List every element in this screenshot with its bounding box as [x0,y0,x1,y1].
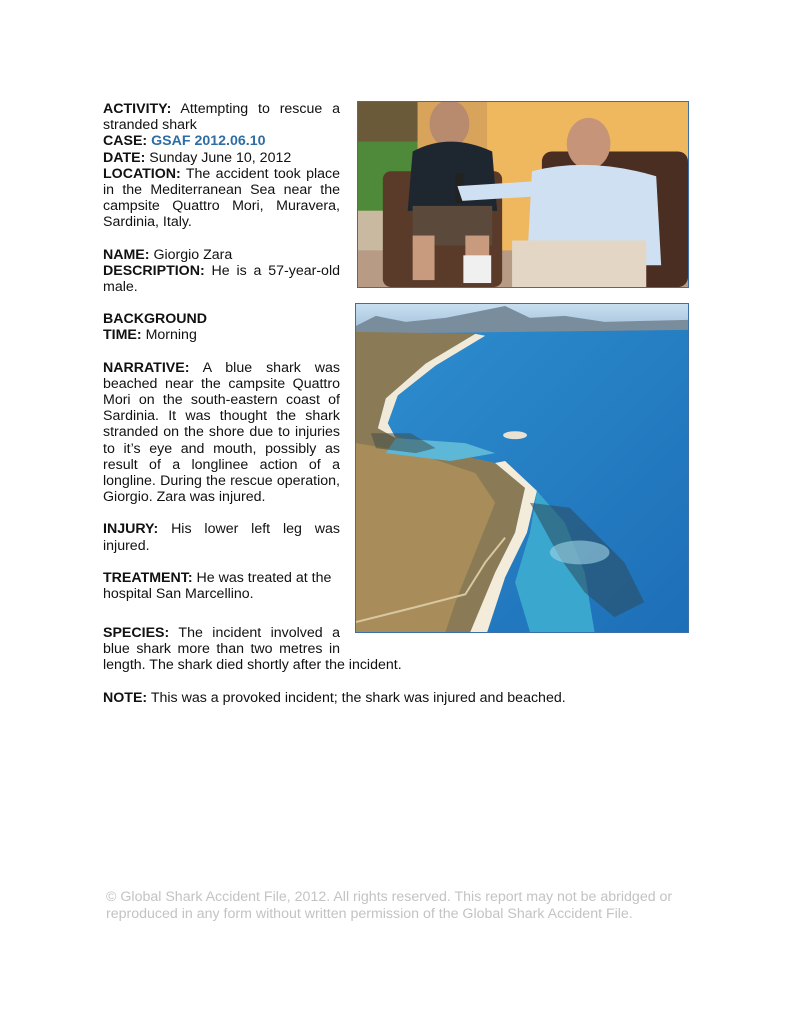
time-value: Morning [145,327,197,344]
interview-photo-drawing [358,102,688,287]
header-fields [103,101,340,231]
activity-field [103,101,340,133]
description-label: DESCRIPTION: [103,262,205,279]
date-field [103,150,291,166]
case-details-column [103,101,340,618]
aerial-coast-drawing [356,304,688,632]
location-field [103,166,340,231]
copyright-footer [106,889,696,922]
location-label: LOCATION: [103,165,181,182]
background-heading: BACKGROUND [103,311,208,328]
treatment-paragraph [103,570,340,602]
narrative-paragraph [103,360,340,506]
name-label: NAME: [103,246,150,263]
time-label: TIME: [103,327,142,344]
injury-paragraph [103,521,340,553]
case-number-link[interactable]: GSAF 2012.06.10 [151,133,266,150]
injury-value: His lower left leg was injured. [103,521,340,554]
activity-value: Attempting to rescue a stranded shark [103,101,340,134]
date-label: DATE: [103,149,146,166]
note-value: This was a provoked incident; the shark was injured and beached. [150,690,566,706]
activity-label: ACTIVITY: [103,101,172,117]
case-label: CASE: [103,133,148,150]
species-line-3: length. The shark died shortly after the incident. [103,657,402,674]
treatment-value: He was treated at the hospital San Marcellino. [103,569,332,603]
name-field [103,247,232,263]
aerial-coast-photo [355,303,689,633]
description-value: He is a 57-year-old male. [103,262,340,296]
name-value: Giorgio Zara [153,246,233,263]
victim-fields [103,247,340,296]
description-field [103,263,340,295]
location-value: The accident took place in the Mediterranean Sea near the campsite Quattro Mori, Muravera, Sardinia, Italy. [103,165,340,231]
note-label: NOTE: [103,690,148,706]
narrative-label: NARRATIVE: [103,359,190,376]
background-fields [103,311,340,343]
treatment-label: TREATMENT: [103,569,193,586]
interview-photo [357,101,689,288]
time-field [103,327,197,343]
narrative-value: A blue shark was beached near the campsite Quattro Mori on the south-eastern coast of Sardinia. It was thought the shark stranded on the shore due to injuries to it’s eye and mouth, possibly as result of a longlinee action of a longline. During the rescue operation, Giorgio. Zara was injured. [103,359,340,506]
injury-label: INJURY: [103,521,159,538]
case-field [103,133,265,149]
species-label: SPECIES: [103,625,170,641]
species-value-1: The incident involved a [178,625,341,641]
date-value: Sunday June 10, 2012 [149,149,292,166]
note-paragraph [103,690,663,706]
species-line-2: blue shark more than two metres in [103,641,340,658]
species-line-1 [103,625,340,641]
copyright-line-1: © Global Shark Accident File, 2012. All rights reserved. This report may not be abridged or [106,889,673,905]
copyright-line-2: reproduced in any form without written permission of the Global Shark Accident File. [106,905,633,922]
